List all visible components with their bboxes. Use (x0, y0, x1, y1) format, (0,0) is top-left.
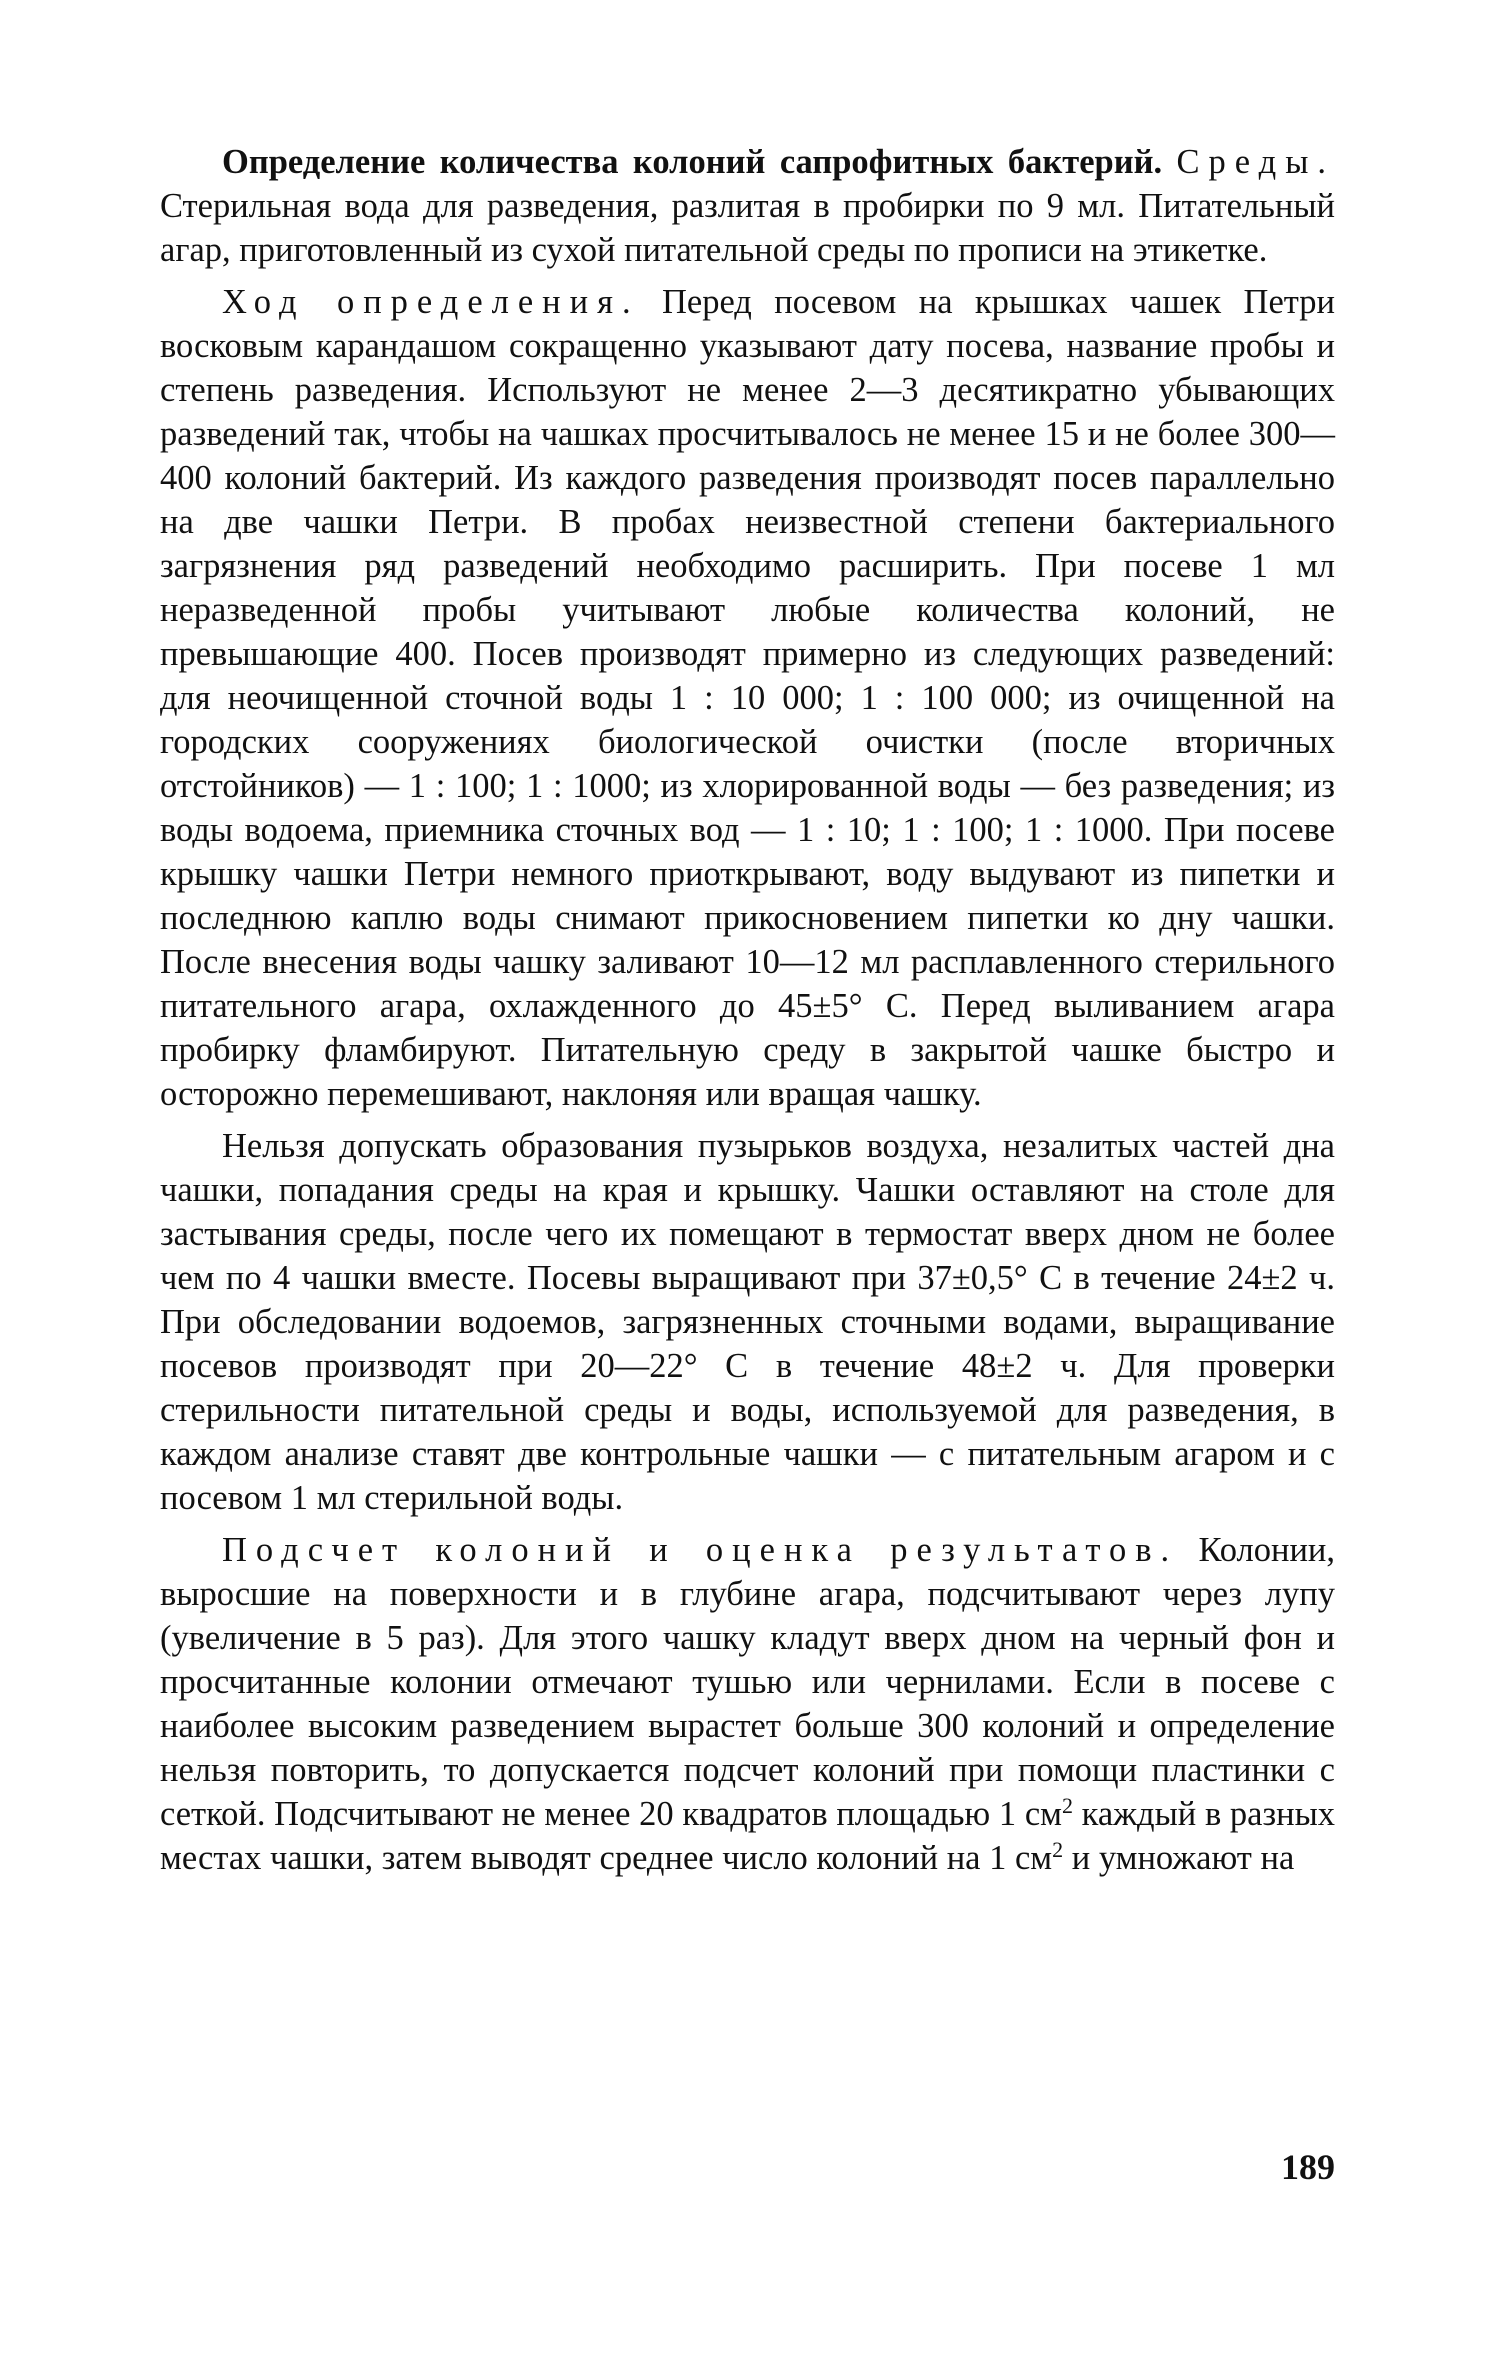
page-number: 189 (1281, 2147, 1335, 2187)
paragraph-text: Нельзя допускать образования пузырьков воздуха, незалитых частей дна чашки, попадания среды на края и крышку. Чашки оставляют на столе для застывания среды, после чего их помещают в термостат вверх дном не более чем по 4 чашки вместе. Посевы выращивают при 37±0,5° С в течение 24±2 ч. При обследовании водоемов, загрязненных сточными водами, выращивание посевов производят при 20—22° С в течение 48±2 ч. Для проверки стерильности питательной среды и воды, используемой для разведения, в каждом анализе ставят две контрольные чашки — с питательным агаром и с посевом 1 мл стерильной воды. (160, 1127, 1335, 1517)
paragraph-counting (160, 1528, 1335, 1880)
superscript: 2 (1052, 1837, 1064, 1862)
paragraph-text: каждый в разных местах чашки, затем выводят среднее число колоний на 1 см (160, 1795, 1335, 1877)
paragraph-text: Стерильная вода для разведения, разлитая в пробирки по 9 мл. Питательный агар, приготовленный из сухой питательной среды по прописи на этикетке. (160, 187, 1335, 269)
subheading-media: Среды. (1176, 143, 1336, 181)
subheading-counting: Подсчет колоний и оценка результатов. (222, 1531, 1179, 1569)
paragraph-text: Колонии, выросшие на поверхности и в глубине агара, подсчитывают через лупу (увеличение в 5 раз). Для этого чашку кладут вверх дном на черный фон и просчитанные колонии отмечают тушью или чернилами. Если в посеве с наиболее высоким разведением вырастет больше 300 колоний и определение нельзя повторить, то допускается подсчет колоний при помощи пластинки с сеткой. Подсчитывают не менее 20 квадратов площадью 1 см (160, 1531, 1336, 1833)
superscript: 2 (1061, 1793, 1073, 1818)
paragraph-precautions (160, 1124, 1335, 1520)
page-body (160, 140, 1335, 1888)
paragraph-procedure (160, 280, 1335, 1116)
subheading-procedure: Ход определения. (222, 283, 640, 321)
paragraph-text: и умножают на (1063, 1839, 1295, 1877)
paragraph-text: Перед посевом на крышках чашек Петри восковым карандашом сокращенно указывают дату посева, название пробы и степень разведения. Используют не менее 2—3 десятикратно убывающих разведений так, чтобы на чашках просчитывалось не менее 15 и не более 300—400 колоний бактерий. Из каждого разведения производят посев параллельно на две чашки Петри. В пробах неизвестной степени бактериального загрязнения ряд разведений необходимо расширить. При посеве 1 мл неразведенной пробы учитывают любые количества колоний, не превышающие 400. Посев производят примерно из следующих разведений: для неочищенной сточной воды 1 : 10 000; 1 : 100 000; из очищенной на городских сооружениях биологической очистки (после вторичных отстойников) — 1 : 100; 1 : 1000; из хлорированной воды — без разведения; из воды водоема, приемника сточных вод — 1 : 10; 1 : 100; 1 : 1000. При посеве крышку чашки Петри немного приоткрывают, воду выдувают из пипетки и последнюю каплю воды снимают прикосновением пипетки ко дну чашки. После внесения воды чашку заливают 10—12 мл расплавленного стерильного питательного агара, охлажденного до 45±5° С. Перед выливанием агара пробирку фламбируют. Питательную среду в закрытой чашке быстро и осторожно перемешивают, наклоняя или вращая чашку. (160, 283, 1335, 1113)
section-heading-colony-count: Определение количества колоний сапрофитных бактерий. (222, 143, 1163, 181)
paragraph-media (160, 140, 1335, 272)
